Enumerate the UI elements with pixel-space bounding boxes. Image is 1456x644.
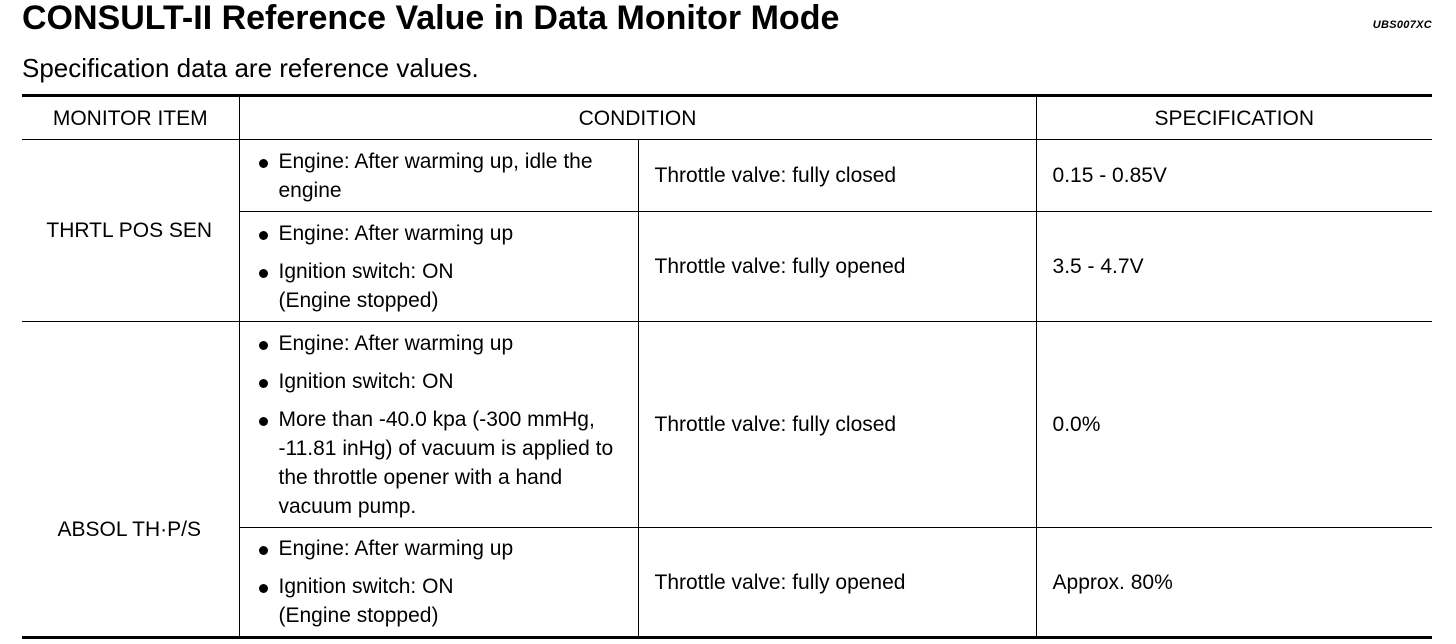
condition-item: Engine: After warming up [256, 219, 630, 248]
throttle-condition-cell: Throttle valve: fully opened [638, 212, 1036, 322]
condition-item-note: (Engine stopped) [278, 604, 439, 627]
condition-cell [239, 212, 638, 322]
document-code: UBS007XC [1372, 19, 1432, 31]
table-header-row [22, 96, 1432, 140]
header-condition: CONDITION [239, 96, 1036, 140]
throttle-condition-cell: Throttle valve: fully closed [638, 322, 1036, 528]
condition-list [256, 534, 630, 630]
condition-list [256, 147, 630, 205]
condition-item-note: (Engine stopped) [278, 288, 439, 312]
specification-cell: 0.15 - 0.85V [1036, 140, 1432, 212]
condition-item: More than -40.0 kpa (-300 mmHg, -11.81 inHg) of vacuum is applied to the throttle opener with a hand vacuum pump. [256, 405, 630, 521]
throttle-condition-cell: Throttle valve: fully closed [638, 140, 1036, 212]
condition-item [256, 572, 630, 630]
condition-item: Engine: After warming up, idle the engine [256, 147, 630, 205]
header-specification: SPECIFICATION [1036, 96, 1432, 140]
condition-item: Ignition switch: ON [256, 367, 630, 396]
specification-cell: Approx. 80% [1036, 528, 1432, 638]
specification-cell: 3.5 - 4.7V [1036, 212, 1432, 322]
condition-cell [239, 322, 638, 528]
monitor-item-cell: ABSOL TH·P/S [22, 322, 239, 638]
condition-item-text: Ignition switch: ON [278, 259, 454, 283]
page-title: CONSULT-II Reference Value in Data Monitor Mode [22, 0, 840, 37]
table-row [22, 140, 1432, 212]
monitor-item-cell: THRTL POS SEN [22, 140, 239, 322]
condition-item: Engine: After warming up [256, 534, 630, 563]
reference-value-table [22, 94, 1432, 639]
page-subtitle: Specification data are reference values. [22, 53, 479, 83]
throttle-condition-cell: Throttle valve: fully opened [638, 528, 1036, 638]
condition-cell [239, 140, 638, 212]
condition-list [256, 329, 630, 521]
header-monitor-item: MONITOR ITEM [22, 96, 239, 140]
condition-item-text: Ignition switch: ON [278, 575, 454, 598]
condition-item [256, 257, 630, 315]
condition-item: Engine: After warming up [256, 329, 630, 358]
condition-cell [239, 528, 638, 638]
specification-cell: 0.0% [1036, 322, 1432, 528]
table-row [22, 322, 1432, 528]
condition-list [256, 219, 630, 315]
